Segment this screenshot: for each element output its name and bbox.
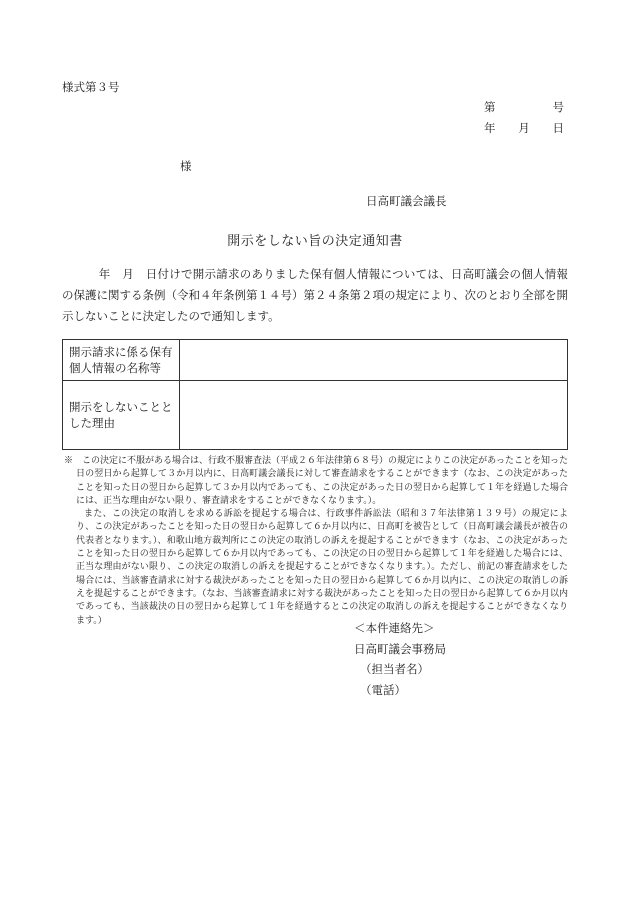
contact-office: 日高町議会事務局 [354,641,446,656]
document-number-row [484,99,564,120]
date-month: 月 [518,121,530,135]
table-row [63,381,568,450]
body-paragraph: 年 月 日付けで開示請求のありました保有個人情報については、日高町議会の個人情報の保護に関する条例（令和４年条例第１４号）第２４条第２項の規定により、次のとおり全部を開示しないことに決定したので通知します。 [62,267,568,323]
form-number: 様式第３号 [62,80,120,94]
table-row [63,340,568,381]
addressee: 様 [180,159,192,173]
note-appeal: ※ この決定に不服がある場合は、行政不服審査法（平成２６年法律第６８号）の規定によりこの決定があったことを知った日の翌日から起算して３か月以内に、日高町議会議長に対して審査請求をすることができます（なお、この決定があったことを知った日の翌日から起算して３か月以内であっても、この決定があった日の翌日から起算して１年を経過した場合には、正当な理由がない限り、審査請求をすることができなくなります。）。 [64,456,568,506]
contact-phone: （電話） [360,682,406,697]
disclosure-table [62,339,568,450]
date-year: 年 [484,121,496,135]
row1-label: 開示請求に係る保有個人情報の名称等 [63,340,180,381]
issuer: 日高町議会議長 [366,194,447,208]
document-reference [484,99,564,141]
contact-heading: ＜本件連絡先＞ [354,621,435,635]
date-day: 日 [552,121,564,135]
number-prefix: 第 [484,100,496,114]
document-date-row [484,120,564,141]
contact-person: （担当者名） [360,662,429,676]
row1-value [180,340,568,381]
row2-label: 開示をしないこととした理由 [63,381,180,450]
row2-value [180,381,568,450]
number-suffix: 号 [552,100,564,114]
note-lawsuit: また、この決定の取消しを求める訴訟を提起する場合は、行政事件訴訟法（昭和３７年法律第１３９号）の規定により、この決定があったことを知った日の翌日から起算して６か月以内に、日高町を被告として（日高町議会議長が被告の代表者となります。）、和歌山地方裁判所にこの決定の取消しの訴えを提起することができます（なお、この決定があったことを知った日の翌日から起算して６か月以内であっても、この決定の日の翌日から起算して１年を経過した場合には、正当な理由がない限り、この決定の取消しの訴えを提起することができなくなります。）。ただし、前記の審査請求をした場合には、当該審査請求に対する裁決があったことを知った日の翌日から起算して６か月以内に、この決定の取消しの訴えを提起することができます。（なお、当該審査請求に対する裁決があったことを知った日の翌日から起算して６か月以内であっても、当該裁決の日の翌日から起算して１年を経過するとこの決定の取消しの訴えを提起することができなくなります。） [76,509,568,626]
page-title: 開示をしない旨の決定通知書 [227,234,403,249]
notes-section [64,455,568,628]
contact-block [354,618,446,700]
